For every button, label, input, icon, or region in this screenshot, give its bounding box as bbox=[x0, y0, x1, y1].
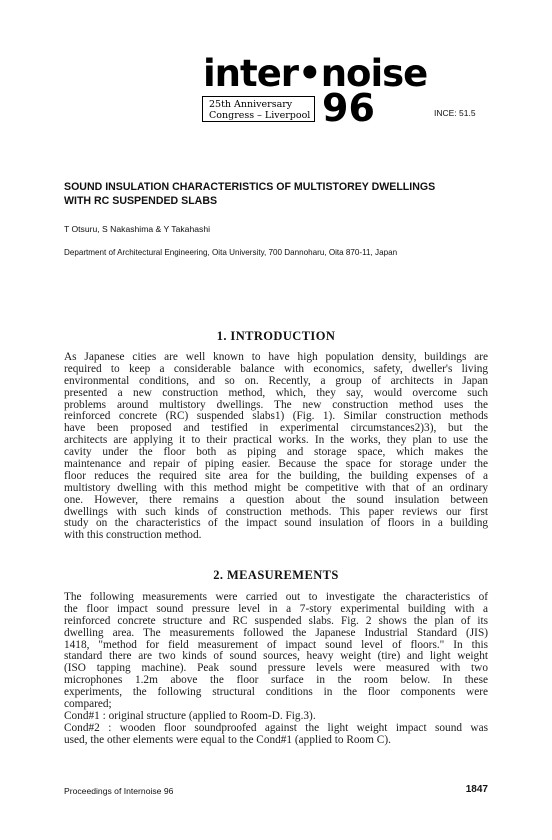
body-line: floor reduces the required site area for the building, the building expenses of a bbox=[64, 469, 488, 482]
footer-proceedings: Proceedings of Internoise 96 bbox=[64, 786, 174, 796]
conference-logo: inter•noise bbox=[203, 52, 428, 95]
logo-year: 96 bbox=[322, 86, 375, 130]
anniversary-line: 25th Anniversary bbox=[209, 99, 293, 110]
body-line: cavity under the floor both as piping and storage space, which makes the bbox=[64, 446, 488, 459]
measurements-body bbox=[64, 592, 488, 747]
anniversary-box bbox=[202, 96, 315, 122]
body-line: reinforced concrete structure and RC suspended slabs. Fig. 2 shows the plan of its bbox=[64, 614, 488, 627]
section-heading-measurements: 2. MEASUREMENTS bbox=[213, 568, 339, 582]
page-number: 1847 bbox=[465, 784, 488, 795]
body-line: used, the other elements were equal to the Cond#1 (applied to Room C). bbox=[64, 733, 391, 746]
body-line: the floor impact sound pressure level in a 7-story experimental building with a bbox=[64, 602, 488, 615]
body-line: compared; bbox=[64, 698, 112, 711]
body-line: As Japanese cities are well known to have high population density, buildings are bbox=[64, 351, 488, 363]
paper-title bbox=[64, 181, 504, 208]
authors: T Otsuru, S Nakashima & Y Takahashi bbox=[64, 224, 211, 234]
body-line: environmental conditions, and so on. Recently, a group of architects in Japan bbox=[64, 374, 488, 387]
body-line: experiments, the following structural conditions in the floor components were bbox=[64, 686, 488, 699]
body-line: one. However, there remains a question about the sound insulation between bbox=[64, 493, 488, 506]
paper-title-line: SOUND INSULATION CHARACTERISTICS OF MULTISTOREY DWELLINGS bbox=[64, 181, 436, 193]
body-line: standard there are two kinds of sound sources, heavy weight (tire) and light weight bbox=[64, 650, 488, 663]
body-line: microphones 1.2m above the floor surface in the room below. In these bbox=[64, 674, 488, 687]
body-line: required to keep a considerable balance with economics, safety, dweller's living bbox=[64, 362, 488, 375]
body-line: The following measurements were carried out to investigate the characteristics of bbox=[64, 591, 488, 603]
body-line: Cond#2 : wooden floor soundproofed against the light weight impact sound was bbox=[64, 721, 488, 734]
anniversary-line: Congress – Liverpool bbox=[209, 110, 311, 121]
body-line: presented a new construction method, which, they say, would overcome such bbox=[64, 386, 488, 399]
body-line: dwelling area. The measurements followed the Japanese Industrial Standard (JIS) bbox=[64, 626, 488, 639]
body-line: multistory dwelling with this method might be competitive with that of an ordinary bbox=[64, 481, 488, 494]
body-line: Cond#1 : original structure (applied to Room-D. Fig.3). bbox=[64, 709, 316, 722]
ince-code: INCE: 51.5 bbox=[434, 108, 476, 118]
body-line: with this construction method. bbox=[64, 529, 202, 542]
body-line: reinforced concrete (RC) suspended slabs1) (Fig. 1). Similar construction methods bbox=[64, 410, 488, 423]
affiliation: Department of Architectural Engineering, Oita University, 700 Dannoharu, Oita 870-11, Japan bbox=[64, 248, 398, 257]
body-line: problems around multistory dwellings. The new construction method uses the bbox=[64, 398, 488, 411]
introduction-body bbox=[64, 352, 488, 542]
body-line: study on the characteristics of the impact sound insulation of floors in a building bbox=[64, 517, 488, 530]
body-line: dwellings with such kinds of construction methods. This paper reviews our first bbox=[64, 505, 488, 518]
body-line: 1418, "method for field measurement of impact sound level of floors." In this bbox=[64, 638, 488, 651]
body-line: have been proposed and testified in experimental circumstances2)3), but the bbox=[64, 422, 488, 435]
body-line: architects are applying it to their practical works. In the works, they plan to use the bbox=[64, 434, 488, 447]
body-line: (ISO tapping machine). Peak sound pressure levels were measured with two bbox=[64, 662, 488, 675]
paper-title-line: WITH RC SUSPENDED SLABS bbox=[64, 194, 218, 207]
body-line: maintenance and repair of piping easier. Because the space for storage under the bbox=[64, 458, 488, 471]
section-heading-introduction: 1. INTRODUCTION bbox=[216, 329, 336, 343]
